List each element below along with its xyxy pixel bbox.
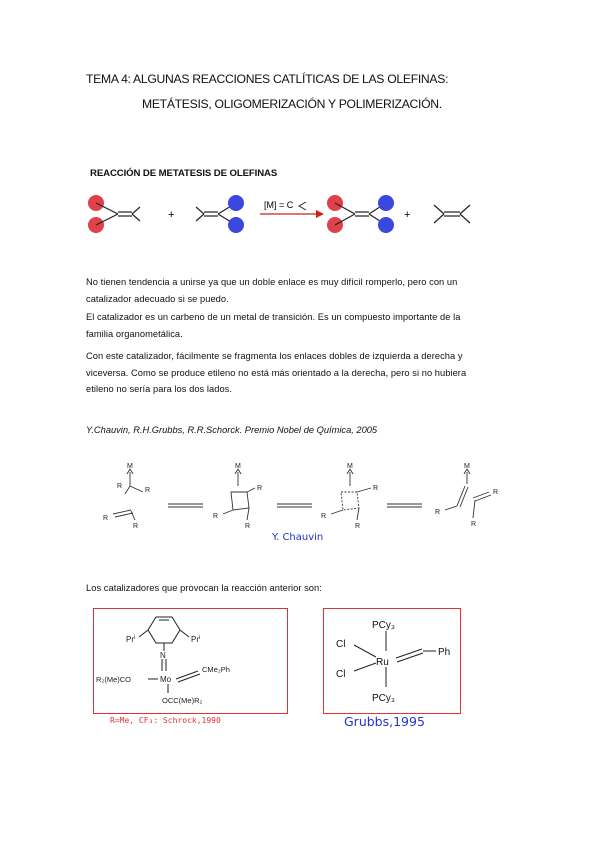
paragraph-2: El catalizador es un carbeno de un metal de transición. Es un compuesto importante de la familia organometálica. <box>86 312 461 339</box>
catalysts-intro: Los catalizadores que provocan la reacción anterior son: <box>86 583 322 593</box>
plus-sign: + <box>404 209 411 221</box>
atom-label: R <box>213 513 219 520</box>
atom-label: R <box>257 485 263 492</box>
atom-label: R <box>321 513 327 520</box>
alkoxide-bottom-label: OCC(Me)R₂ <box>162 696 203 705</box>
atom-label: R <box>103 515 109 522</box>
atom-label: M <box>464 463 470 470</box>
ruthenium-label: Ru <box>376 657 389 668</box>
grubbs-structure <box>324 609 460 713</box>
atom-label: R <box>117 483 123 490</box>
atom-label: R <box>133 523 139 530</box>
nobel-citation: Y.Chauvin, R.H.Grubbs, R.R.Schorck. Premio Nobel de Química, 2005 <box>86 425 378 435</box>
plus-sign: + <box>168 209 175 221</box>
schrock-catalyst-box <box>93 608 288 714</box>
schrock-structure <box>94 609 287 713</box>
grubbs-caption: Grubbs,1995 <box>344 714 425 729</box>
section-heading: REACCIÓN DE METATESIS DE OLEFINAS <box>90 168 278 179</box>
atom-label: R <box>471 521 477 528</box>
nitrogen-label: N <box>160 651 166 660</box>
blue-atom <box>378 195 394 211</box>
chauvin-caption: Y. Chauvin <box>272 532 324 543</box>
catalyst-label: [M] = C <box>264 200 294 210</box>
paragraph-3: Con este catalizador, fácilmente se fragmenta los enlaces dobles de izquierda a derecha y viceversa. Como se produce etileno no está más orientado a la derecha, pero si no hubiera etileno no sería para los dos lados. <box>86 351 467 394</box>
alkoxide-left-label: R₂(Me)CO <box>96 675 131 684</box>
product-ethylene <box>434 205 470 223</box>
alkylidene-label: CMe₂Ph <box>202 665 230 674</box>
atom-label: M <box>347 463 353 470</box>
chloride-label: Cl <box>336 639 346 650</box>
document-title-line1: TEMA 4: ALGUNAS REACCIONES CATLÍTICAS DE LAS OLEFINAS: <box>86 72 449 86</box>
product-red-blue <box>327 195 394 233</box>
metathesis-scheme <box>80 190 480 242</box>
grubbs-catalyst-box <box>323 608 461 714</box>
ipr-right-label: Pr$^i$ <box>191 635 201 644</box>
molybdenum-label: Mo <box>160 675 172 684</box>
phenyl-label: Ph <box>438 647 451 658</box>
phosphine-top-label: PCy₃ <box>372 620 395 631</box>
atom-label: M <box>127 463 133 470</box>
atom-label: R <box>355 523 361 530</box>
atom-label: R <box>493 489 499 496</box>
ipr-left-label: Pr$^i$ <box>126 635 136 644</box>
atom-label: R <box>373 485 379 492</box>
atom-label: R <box>145 487 151 494</box>
reactant-blue-alkene <box>196 195 244 233</box>
atom-label: M <box>235 463 241 470</box>
atom-label: R <box>245 523 251 530</box>
blue-atom <box>378 217 394 233</box>
atom-label: R <box>435 509 441 516</box>
paragraph-1: No tienen tendencia a unirse ya que un doble enlace es muy difícil romperlo, pero con un catalizador adecuado si se puedo. <box>86 277 458 304</box>
arrow-head <box>316 210 324 218</box>
chloride-label: Cl <box>336 669 346 680</box>
blue-atom <box>228 195 244 211</box>
document-title-line2: METÁTESIS, OLIGOMERIZACIÓN Y POLIMERIZACIÓN. <box>142 97 442 111</box>
blue-atom <box>228 217 244 233</box>
phosphine-bottom-label: PCy₃ <box>372 693 395 704</box>
schrock-caption: R=Me, CF₃: Schrock,1990 <box>110 716 221 725</box>
reactant-red-alkene <box>88 195 140 233</box>
chauvin-mechanism <box>95 462 515 542</box>
